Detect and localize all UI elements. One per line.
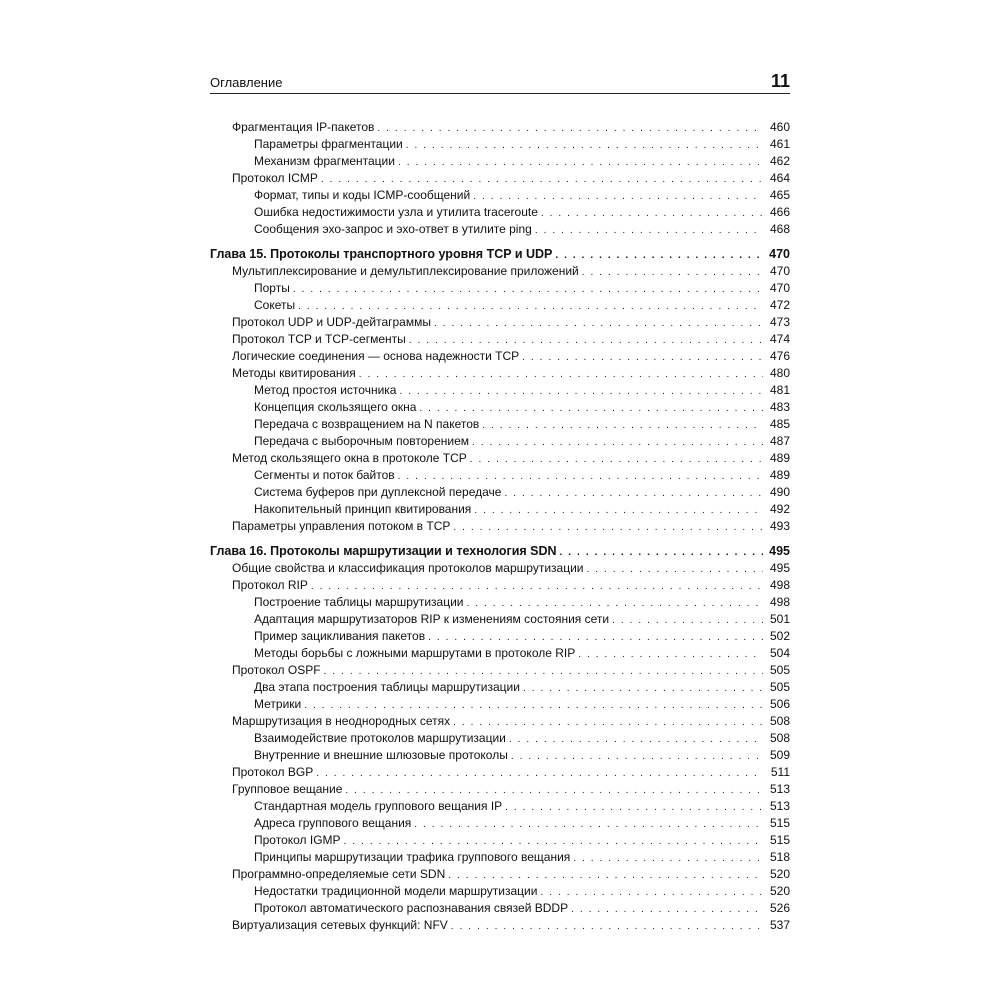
toc-entry-title: Недостатки традиционной модели маршрутизации [254,884,538,898]
toc-entry-title: Протокол ICMP [232,171,318,185]
toc-entry-title: Пример зацикливания пакетов [254,629,426,643]
dot-leader [453,714,763,731]
toc-entry-page: 470 [769,281,790,295]
toc-entry-title: Параметры фрагментации [254,137,403,151]
toc-entry-title: Протокол UDP и UDP-дейтаграммы [232,315,431,329]
dot-leader [419,400,763,417]
toc-entry[interactable] [210,382,790,399]
toc-entry[interactable] [210,331,790,348]
dot-leader [453,519,763,536]
dot-leader [377,120,763,137]
dot-leader [321,171,763,188]
dot-leader [535,222,763,239]
toc-entry[interactable] [210,560,790,577]
toc-entry-title: Методы квитирования [232,366,356,380]
toc-entry-page: 468 [769,222,790,236]
toc-entry[interactable] [210,594,790,611]
chapter-gap [210,238,790,246]
toc-entry[interactable] [210,484,790,501]
toc-entry-page: 505 [769,663,790,677]
toc-entry[interactable] [210,501,790,518]
toc-entry[interactable] [210,221,790,238]
toc-entry[interactable] [210,263,790,280]
toc-entry[interactable] [210,399,790,416]
dot-leader [505,799,763,816]
toc-entry-page: 487 [769,434,790,448]
dot-leader [474,502,763,519]
toc-entry[interactable] [210,747,790,764]
toc-entry-page: 495 [769,544,790,558]
dot-leader [359,366,763,383]
dot-leader [473,188,763,205]
toc-entry-page: 513 [769,782,790,796]
toc-entry-title: Передача с возвращением на N пакетов [254,417,480,431]
toc-entry-page: 465 [769,188,790,202]
dot-leader [406,137,763,154]
toc-entry[interactable] [210,730,790,747]
toc-entry[interactable] [210,153,790,170]
dot-leader [324,663,763,680]
dot-leader [398,468,763,485]
toc-entry-title: Передача с выборочным повторением [254,434,470,448]
dot-leader [398,154,763,171]
toc-entry-title: Протокол OSPF [232,663,321,677]
toc-entry-title: Глава 15. Протоколы транспортного уровня TCP и UDP [210,247,553,261]
dot-leader [428,629,763,646]
toc-entry-title: Мультиплексирование и демультиплексирование приложений [232,264,579,278]
toc-entry-title: Адаптация маршрутизаторов RIP к изменениям состояния сети [254,612,610,626]
toc-entry-title: Система буферов при дуплексной передаче [254,485,502,499]
toc-entry[interactable] [210,119,790,136]
toc-entry[interactable] [210,900,790,917]
dot-leader [540,884,763,901]
toc-entry-page: 492 [769,502,790,516]
toc-entry[interactable] [210,187,790,204]
toc-entry[interactable] [210,883,790,900]
toc-entry-page: 460 [769,120,790,134]
toc-entry-page: 472 [769,298,790,312]
toc-entry-page: 506 [769,697,790,711]
toc-entry-title: Внутренние и внешние шлюзовые протоколы [254,748,508,762]
toc-entry[interactable] [210,798,790,815]
toc-entry[interactable] [210,832,790,849]
toc-entry-page: 466 [769,205,790,219]
toc-entry-page: 470 [769,264,790,278]
toc-entry[interactable] [210,416,790,433]
toc-chapter[interactable] [210,543,790,560]
toc-entry-page: 480 [769,366,790,380]
toc-entry-title: Концепция скользящего окна [254,400,417,414]
toc-entry[interactable] [210,917,790,934]
dot-leader [571,901,763,918]
toc-entry-title: Групповое вещание [232,782,343,796]
toc-entry-title: Протокол TCP и TCP-сегменты [232,332,406,346]
toc-entry-title: Логические соединения — основа надежности TCP [232,349,520,363]
toc-entry[interactable] [210,713,790,730]
toc-entry-title: Протокол BGP [232,765,314,779]
dot-leader [448,867,763,884]
toc-entry-title: Накопительный принцип квитирования [254,502,472,516]
toc-entry-title: Программно-определяемые сети SDN [232,867,446,881]
toc-entry[interactable] [210,662,790,679]
toc-entry[interactable] [210,781,790,798]
toc-entry-page: 485 [769,417,790,431]
toc-entry[interactable] [210,348,790,365]
toc-entry-title: Протокол автоматического распознавания связей BDDP [254,901,569,915]
toc-entry-page: 520 [769,884,790,898]
toc-entry[interactable] [210,204,790,221]
toc-entry-title: Сообщения эхо-запрос и эхо-ответ в утилите ping [254,222,532,236]
toc-entry-title: Методы борьбы с ложными маршрутами в протоколе RIP [254,646,576,660]
toc-entry-title: Принципы маршрутизации трафика группового вещания [254,850,571,864]
toc-entry-title: Адреса группового вещания [254,816,412,830]
dot-leader [344,833,763,850]
toc-entry-page: 489 [769,468,790,482]
toc-entry-page: 511 [770,765,790,779]
toc-entry-title: Маршрутизация в неоднородных сетях [232,714,451,728]
dot-leader [311,578,763,595]
dot-leader [409,332,763,349]
toc-entry-page: 505 [769,680,790,694]
toc-entry-title: Порты [254,281,290,295]
dot-leader [293,281,763,298]
dot-leader [504,485,763,502]
dot-leader [414,816,763,833]
toc-entry-title: Метод скользящего окна в протоколе TCP [232,451,467,465]
toc-entry-title: Формат, типы и коды ICMP-сообщений [254,188,471,202]
toc-entry-page: 483 [769,400,790,414]
dot-leader [304,697,763,714]
dot-leader [345,782,763,799]
toc-entry-title: Два этапа построения таблицы маршрутизации [254,680,520,694]
toc-entry[interactable] [210,645,790,662]
dot-leader [482,417,763,434]
dot-leader [316,765,763,782]
dot-leader [523,680,763,697]
dot-leader [555,247,763,264]
toc-entry[interactable] [210,170,790,187]
toc-entry[interactable] [210,365,790,382]
page-number: 11 [770,71,790,91]
toc-entry-page: 470 [769,247,790,261]
dot-leader [298,298,763,315]
toc-entry-page: 498 [769,595,790,609]
dot-leader [612,612,763,629]
toc-entry-title: Ошибка недостижимости узла и утилита traceroute [254,205,538,219]
table-of-contents [210,119,790,934]
toc-entry[interactable] [210,696,790,713]
toc-entry-page: 501 [769,612,790,626]
toc-entry-title: Сокеты [254,298,296,312]
toc-entry[interactable] [210,467,790,484]
dot-leader [582,264,763,281]
toc-entry-title: Сегменты и поток байтов [254,468,395,482]
toc-entry-page: 474 [769,332,790,346]
dot-leader [541,205,763,222]
toc-entry-page: 508 [769,731,790,745]
toc-entry-page: 526 [769,901,790,915]
toc-entry-page: 502 [769,629,790,643]
toc-entry[interactable] [210,297,790,314]
toc-entry-page: 493 [769,519,790,533]
toc-entry[interactable] [210,518,790,535]
toc-entry[interactable] [210,433,790,450]
toc-entry[interactable] [210,679,790,696]
dot-leader [586,561,763,578]
toc-entry-page: 464 [769,171,790,185]
toc-entry-page: 537 [769,918,790,932]
toc-entry-page: 509 [769,748,790,762]
toc-entry-page: 495 [769,561,790,575]
dot-leader [399,383,763,400]
toc-entry-page: 513 [769,799,790,813]
toc-entry-page: 504 [769,646,790,660]
toc-entry-page: 462 [769,154,790,168]
toc-entry[interactable] [210,314,790,331]
toc-entry[interactable] [210,136,790,153]
toc-entry-title: Построение таблицы маршрутизации [254,595,464,609]
toc-entry[interactable] [210,815,790,832]
toc-entry-title: Метод простоя источника [254,383,397,397]
dot-leader [560,544,763,561]
dot-leader [509,731,763,748]
toc-entry-page: 498 [769,578,790,592]
dot-leader [451,918,763,935]
toc-entry[interactable] [210,450,790,467]
toc-page [210,68,790,934]
toc-entry-page: 461 [769,137,790,151]
toc-entry-title: Глава 16. Протоколы маршрутизации и технология SDN [210,544,557,558]
toc-entry-title: Механизм фрагментации [254,154,395,168]
toc-entry-title: Параметры управления потоком в TCP [232,519,451,533]
toc-entry-page: 473 [769,315,790,329]
toc-entry-title: Фрагментация IP-пакетов [232,120,375,134]
toc-entry-page: 481 [769,383,790,397]
toc-entry-page: 490 [769,485,790,499]
toc-entry-page: 476 [769,349,790,363]
toc-entry[interactable] [210,611,790,628]
chapter-gap [210,535,790,543]
dot-leader [573,850,763,867]
toc-entry[interactable] [210,849,790,866]
toc-entry-title: Метрики [254,697,302,711]
dot-leader [466,595,763,612]
toc-entry[interactable] [210,280,790,297]
dot-leader [522,349,763,366]
dot-leader [434,315,763,332]
dot-leader [470,451,763,468]
toc-chapter[interactable] [210,246,790,263]
toc-entry-page: 515 [769,816,790,830]
toc-entry[interactable] [210,764,790,781]
running-header [210,68,790,94]
toc-entry-title: Протокол IGMP [254,833,341,847]
toc-entry-page: 520 [769,867,790,881]
toc-entry[interactable] [210,577,790,594]
toc-entry-title: Взаимодействие протоколов маршрутизации [254,731,506,745]
dot-leader [472,434,763,451]
toc-entry[interactable] [210,628,790,645]
toc-entry[interactable] [210,866,790,883]
dot-leader [578,646,763,663]
toc-entry-page: 508 [769,714,790,728]
dot-leader [511,748,763,765]
toc-entry-page: 489 [769,451,790,465]
toc-entry-title: Виртуализация сетевых функций: NFV [232,918,448,932]
header-title: Оглавление [210,75,283,90]
toc-entry-title: Стандартная модель группового вещания IP [254,799,503,813]
toc-entry-page: 515 [769,833,790,847]
toc-entry-page: 518 [769,850,790,864]
toc-entry-title: Общие свойства и классификация протоколов маршрутизации [232,561,584,575]
toc-entry-title: Протокол RIP [232,578,308,592]
